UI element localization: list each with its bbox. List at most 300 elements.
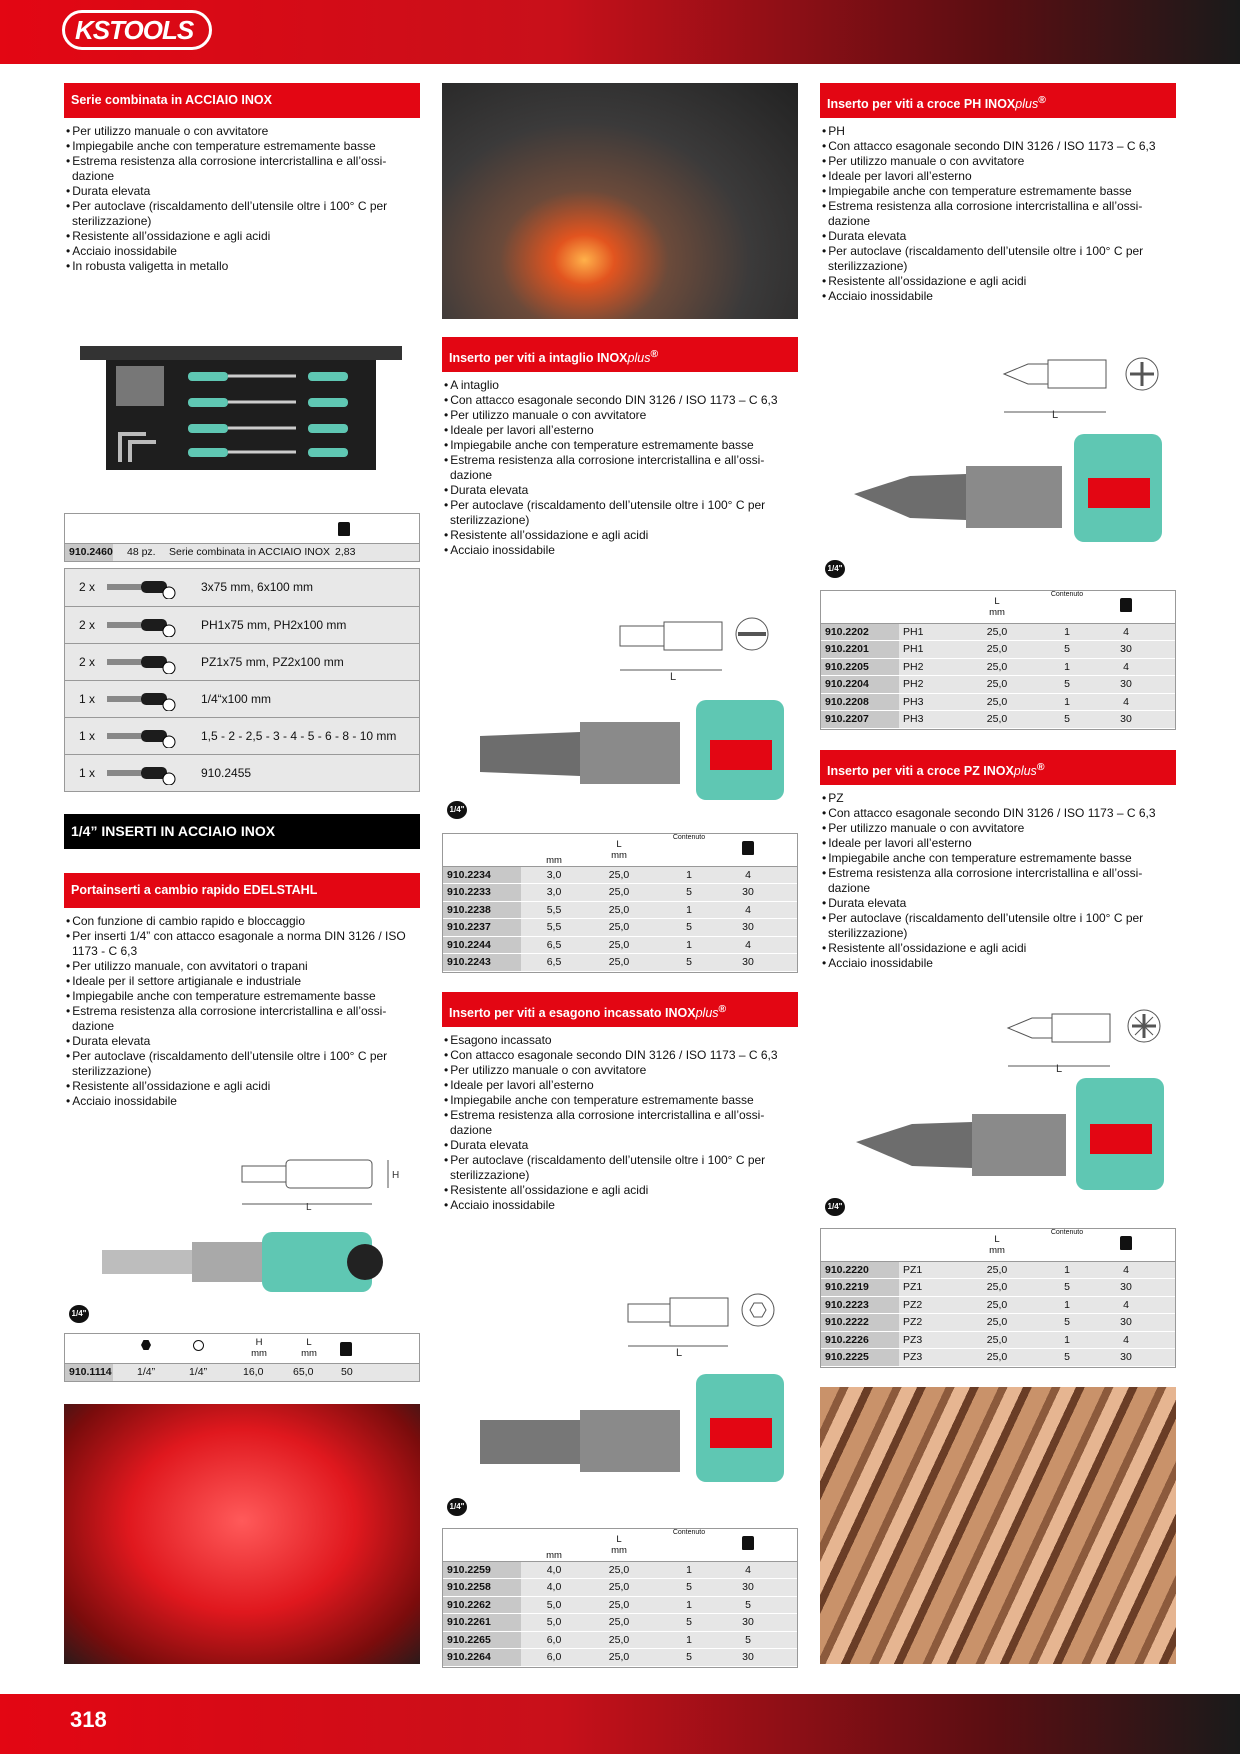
length-value: 25,0 xyxy=(965,676,1029,694)
quarter-inch-badge: 1/4" xyxy=(69,1305,89,1323)
height-label: H xyxy=(392,1170,400,1181)
length-value: 25,0 xyxy=(965,658,1029,676)
article-code: 910.2219 xyxy=(821,1279,899,1297)
table-row xyxy=(821,711,1175,729)
feature-item: • Estrema resistenza alla corrosione intercristallina e all’ossi-dazione xyxy=(442,453,798,483)
article-code: 910.2244 xyxy=(443,936,521,954)
bit-holder-title: Portainserti a cambio rapido EDELSTAHL xyxy=(64,873,420,908)
feature-item: • Estrema resistenza alla corrosione intercristallina e all’ossi-dazione xyxy=(64,1004,420,1034)
weight-value: 5 xyxy=(727,1596,769,1614)
table-row xyxy=(443,1579,797,1597)
slot-bit-title: Inserto per viti a intaglio INOXplus® xyxy=(442,337,798,372)
pz-bit-section xyxy=(820,750,1176,971)
quarter-inch-badge: 1/4" xyxy=(825,560,845,578)
table-row xyxy=(443,919,797,937)
slot-bit-table xyxy=(442,833,798,973)
set-content-row xyxy=(65,569,419,606)
feature-item: • Per utilizzo manuale o con avvitatore xyxy=(442,408,798,423)
content-qty: 1 x xyxy=(79,729,96,743)
size-value: PZ1 xyxy=(899,1261,965,1279)
height-value: 16,0 xyxy=(243,1366,264,1378)
col-length-unit: mm xyxy=(989,606,1005,618)
table-row xyxy=(443,1649,797,1667)
content-value: 5 xyxy=(1029,676,1105,694)
table-header-row xyxy=(443,834,797,866)
content-value: 1 xyxy=(1029,1261,1105,1279)
table-row xyxy=(443,954,797,972)
col-l-unit: mm xyxy=(301,1348,317,1359)
feature-item: • Durata elevata xyxy=(820,896,1176,911)
pz-bit-table xyxy=(820,1228,1176,1368)
table-header-row xyxy=(443,1529,797,1561)
table-row xyxy=(821,676,1175,694)
content-value: 1 xyxy=(1029,1296,1105,1314)
ph-bit-title: Inserto per viti a croce PH INOXplus® xyxy=(820,83,1176,118)
weight-value: 30 xyxy=(727,1579,769,1597)
length-value: 25,0 xyxy=(587,1614,651,1632)
length-value: 25,0 xyxy=(965,693,1029,711)
set-content-row xyxy=(65,717,419,754)
length-value: 25,0 xyxy=(587,936,651,954)
col-h: H xyxy=(255,1337,263,1348)
weight-icon xyxy=(1120,1236,1132,1250)
table-row xyxy=(65,1364,419,1381)
table-row xyxy=(821,1331,1175,1349)
slot-bit-drawing xyxy=(614,614,774,684)
feature-item: • Con attacco esagonale secondo DIN 3126 / ISO 1173 – C 6,3 xyxy=(442,393,798,408)
feature-item: • Per utilizzo manuale o con avvitatore xyxy=(820,821,1176,836)
table-row xyxy=(821,1314,1175,1332)
length-value: 25,0 xyxy=(587,866,651,884)
content-qty: 2 x xyxy=(79,580,96,594)
slot-bit-photo xyxy=(476,692,788,812)
content-value: 5 xyxy=(1029,641,1105,659)
weight-value: 30 xyxy=(1105,1349,1147,1367)
feature-item: • Ideale per lavori all’esterno xyxy=(442,423,798,438)
size-value: 6,5 xyxy=(521,954,587,972)
feature-item: • Per utilizzo manuale o con avvitatore xyxy=(64,124,420,139)
col-length-unit: mm xyxy=(611,1544,627,1556)
length-label: L xyxy=(1056,1063,1063,1075)
length-value: 25,0 xyxy=(587,1649,651,1667)
combo-set-title: Serie combinata in ACCIAIO INOX xyxy=(64,83,420,118)
col-length-unit: mm xyxy=(989,1244,1005,1256)
quarter-inch-badge: 1/4" xyxy=(447,801,467,819)
article-code: 910.2201 xyxy=(821,641,899,659)
size-value: 5,5 xyxy=(521,901,587,919)
content-value: 5 xyxy=(651,954,727,972)
length-value: 25,0 xyxy=(965,711,1029,729)
bit-holder-section xyxy=(64,873,420,1109)
bit-holder-table xyxy=(64,1333,420,1382)
col-length: L xyxy=(616,1533,622,1545)
weight-value: 4 xyxy=(1105,1261,1147,1279)
size-value: PH2 xyxy=(899,658,965,676)
size-value: 6,5 xyxy=(521,936,587,954)
col-h-unit: mm xyxy=(251,1348,267,1359)
col-length: L xyxy=(994,1233,1000,1245)
pz-bit-drawing xyxy=(1004,1006,1168,1076)
table-row xyxy=(821,1279,1175,1297)
content-value: 1 xyxy=(651,866,727,884)
hex-bit-features xyxy=(442,1033,798,1213)
length-value: 25,0 xyxy=(965,1314,1029,1332)
article-code: 910.1114 xyxy=(65,1364,113,1381)
feature-item: • Acciaio inossidabile xyxy=(442,1198,798,1213)
hex-key-set-icon xyxy=(105,724,177,748)
content-value: 5 xyxy=(1029,1349,1105,1367)
bit-holder-features xyxy=(64,914,420,1109)
feature-item: • Ideale per il settore artigianale e industriale xyxy=(64,974,420,989)
content-value: 5 xyxy=(651,1579,727,1597)
weight-icon xyxy=(1120,598,1132,612)
feature-item: • Per utilizzo manuale o con avvitatore xyxy=(820,154,1176,169)
feature-item: • Con funzione di cambio rapido e bloccaggio xyxy=(64,914,420,929)
feature-item: • Per autoclave (riscaldamento dell’utensile oltre i 100° C per sterilizzazione) xyxy=(820,911,1176,941)
length-value: 25,0 xyxy=(587,954,651,972)
feature-item: • Per utilizzo manuale, con avvitatori o trapani xyxy=(64,959,420,974)
feature-item: • Durata elevata xyxy=(820,229,1176,244)
feature-item: • Durata elevata xyxy=(64,1034,420,1049)
size-value: PH3 xyxy=(899,711,965,729)
length-value: 25,0 xyxy=(587,1561,651,1579)
size-value: PZ2 xyxy=(899,1314,965,1332)
pozidriv-screwdriver-icon xyxy=(105,650,177,674)
weight-value: 4 xyxy=(1105,693,1147,711)
hex-bit-title: Inserto per viti a esagono incassato INOXplus® xyxy=(442,992,798,1027)
content-description: 3x75 mm, 6x100 mm xyxy=(201,580,314,594)
table-row xyxy=(821,693,1175,711)
set-content-row xyxy=(65,606,419,643)
feature-item: • Acciaio inossidabile xyxy=(64,1094,420,1109)
weight-value: 30 xyxy=(727,1614,769,1632)
slot-bit-section xyxy=(442,337,798,558)
content-value: 1 xyxy=(1029,1331,1105,1349)
size-value: PZ3 xyxy=(899,1349,965,1367)
footer-bar xyxy=(0,1694,1240,1754)
weight-value: 30 xyxy=(727,954,769,972)
col-length: L xyxy=(616,838,622,850)
table-header-row xyxy=(821,591,1175,623)
table-row xyxy=(443,1596,797,1614)
length-value: 25,0 xyxy=(965,623,1029,641)
content-qty: 2 x xyxy=(79,618,96,632)
table-row xyxy=(443,1561,797,1579)
content-value: 5 xyxy=(651,884,727,902)
feature-item: • Impiegabile anche con temperature estremamente basse xyxy=(64,989,420,1004)
weight-value: 50 xyxy=(341,1366,353,1378)
feature-item: • PH xyxy=(820,124,1176,139)
article-description: Serie combinata in ACCIAIO INOX xyxy=(169,546,331,558)
article-code: 910.2237 xyxy=(443,919,521,937)
forge-photo xyxy=(442,83,798,319)
combo-set-section xyxy=(64,83,420,274)
bit-set-icon xyxy=(105,761,177,785)
article-code: 910.2261 xyxy=(443,1614,521,1632)
bit-holder-photo xyxy=(100,1224,390,1300)
section-title: 1/4” INSERTI IN ACCIAIO INOX xyxy=(64,814,420,849)
feature-item: • Impiegabile anche con temperature estremamente basse xyxy=(820,184,1176,199)
page-number: 318 xyxy=(70,1707,107,1732)
content-value: 5 xyxy=(651,1614,727,1632)
article-code: 910.2208 xyxy=(821,693,899,711)
length-value: 25,0 xyxy=(587,919,651,937)
content-description: PH1x75 mm, PH2x100 mm xyxy=(201,618,347,632)
content-value: 1 xyxy=(651,1561,727,1579)
content-value: 5 xyxy=(1029,1279,1105,1297)
content-value: 1 xyxy=(1029,658,1105,676)
table-row xyxy=(443,884,797,902)
size-value: PH2 xyxy=(899,676,965,694)
weight-value: 4 xyxy=(1105,623,1147,641)
article-weight: 2,83 xyxy=(335,546,356,558)
table-header-row xyxy=(821,1229,1175,1261)
size-value: PZ1 xyxy=(899,1279,965,1297)
weight-value: 30 xyxy=(1105,711,1147,729)
weight-value: 30 xyxy=(1105,1279,1147,1297)
table-row xyxy=(821,1349,1175,1367)
feature-item: • Per autoclave (riscaldamento dell’utensile oltre i 100° C per sterilizzazione) xyxy=(442,498,798,528)
combo-set-table xyxy=(64,513,420,562)
weight-value: 30 xyxy=(1105,641,1147,659)
content-qty: 1 x xyxy=(79,766,96,780)
article-code: 910.2259 xyxy=(443,1561,521,1579)
feature-item: • Impiegabile anche con temperature estremamente basse xyxy=(64,139,420,154)
col-content: Contenuto xyxy=(672,834,706,841)
feature-item: • Per autoclave (riscaldamento dell’utensile oltre i 100° C per sterilizzazione) xyxy=(64,1049,420,1079)
article-code: 910.2223 xyxy=(821,1296,899,1314)
bit-holder-drawing xyxy=(238,1152,413,1212)
length-label: L xyxy=(1052,409,1059,421)
content-value: 1 xyxy=(651,901,727,919)
weight-value: 4 xyxy=(1105,658,1147,676)
feature-item: • Acciaio inossidabile xyxy=(820,956,1176,971)
feature-item: • PZ xyxy=(820,791,1176,806)
pz-bit-photo xyxy=(852,1074,1168,1198)
feature-item: • Estrema resistenza alla corrosione intercristallina e all’ossi-dazione xyxy=(820,866,1176,896)
col-length: L xyxy=(994,595,1000,607)
content-description: 910.2455 xyxy=(201,766,252,780)
ph-bit-drawing xyxy=(998,352,1162,422)
weight-value: 4 xyxy=(727,901,769,919)
article-code: 910.2202 xyxy=(821,623,899,641)
quarter-inch-badge: 1/4" xyxy=(447,1498,467,1516)
slot-bit-features xyxy=(442,378,798,558)
quarter-inch-badge: 1/4" xyxy=(825,1198,845,1216)
feature-item: • Per autoclave (riscaldamento dell’utensile oltre i 100° C per sterilizzazione) xyxy=(64,199,420,229)
feature-item: • Per utilizzo manuale o con avvitatore xyxy=(442,1063,798,1078)
hex-drive-icon xyxy=(141,1340,151,1350)
col-content: Contenuto xyxy=(672,1529,706,1536)
weight-value: 30 xyxy=(727,919,769,937)
length-value: 25,0 xyxy=(965,1296,1029,1314)
length-value: 65,0 xyxy=(293,1366,314,1378)
hex-bit-photo xyxy=(476,1370,788,1490)
weight-icon xyxy=(340,1342,352,1356)
tool-case-photo xyxy=(76,342,406,482)
feature-item: • Acciaio inossidabile xyxy=(820,289,1176,304)
feature-item: • Impiegabile anche con temperature estremamente basse xyxy=(820,851,1176,866)
weight-value: 4 xyxy=(727,866,769,884)
size-value: 5,0 xyxy=(521,1614,587,1632)
length-value: 25,0 xyxy=(587,1631,651,1649)
weight-value: 5 xyxy=(727,1631,769,1649)
weight-value: 30 xyxy=(1105,676,1147,694)
feature-item: • Per autoclave (riscaldamento dell’utensile oltre i 100° C per sterilizzazione) xyxy=(442,1153,798,1183)
copper-bits-photo xyxy=(820,1387,1176,1664)
ph-bit-photo xyxy=(850,430,1166,548)
content-value: 5 xyxy=(1029,711,1105,729)
length-value: 25,0 xyxy=(587,901,651,919)
length-value: 25,0 xyxy=(587,1596,651,1614)
bit-socket-icon xyxy=(193,1340,204,1351)
feature-item: • Durata elevata xyxy=(64,184,420,199)
content-value: 1 xyxy=(1029,693,1105,711)
kstools-logo: KSTOOLS xyxy=(62,10,212,50)
set-content-row xyxy=(65,680,419,717)
article-code: 910.2225 xyxy=(821,1349,899,1367)
article-code: 910.2265 xyxy=(443,1631,521,1649)
set-contents-table xyxy=(64,568,420,792)
table-row xyxy=(821,658,1175,676)
length-value: 25,0 xyxy=(965,1261,1029,1279)
feature-item: • Resistente all’ossidazione e agli acidi xyxy=(64,229,420,244)
article-code: 910.2238 xyxy=(443,901,521,919)
col-size-unit: mm xyxy=(546,854,562,866)
size-value: PH1 xyxy=(899,641,965,659)
bit-holder-screwdriver-icon xyxy=(105,687,177,711)
weight-value: 30 xyxy=(1105,1314,1147,1332)
ph-bit-table xyxy=(820,590,1176,730)
size-value: 3,0 xyxy=(521,884,587,902)
article-code: 910.2207 xyxy=(821,711,899,729)
size-value: PZ3 xyxy=(899,1331,965,1349)
table-row xyxy=(65,544,419,561)
feature-item: • Resistente all’ossidazione e agli acidi xyxy=(442,1183,798,1198)
weight-value: 4 xyxy=(727,1561,769,1579)
size-value: 5,5 xyxy=(521,919,587,937)
size-value: 4,0 xyxy=(521,1579,587,1597)
content-description: 1/4“x100 mm xyxy=(201,692,272,706)
weight-value: 4 xyxy=(1105,1331,1147,1349)
feature-item: • Con attacco esagonale secondo DIN 3126 / ISO 1173 – C 6,3 xyxy=(820,139,1176,154)
feature-item: • Resistente all’ossidazione e agli acidi xyxy=(442,528,798,543)
table-row xyxy=(821,1296,1175,1314)
content-description: PZ1x75 mm, PZ2x100 mm xyxy=(201,655,344,669)
size-value: 6,0 xyxy=(521,1631,587,1649)
ph-bit-features xyxy=(820,124,1176,304)
content-qty: 1 x xyxy=(79,692,96,706)
table-row xyxy=(821,1261,1175,1279)
table-row xyxy=(443,901,797,919)
col-content: Contenuto xyxy=(1050,1229,1084,1236)
article-code: 910.2264 xyxy=(443,1649,521,1667)
size-value: 5,0 xyxy=(521,1596,587,1614)
length-value: 25,0 xyxy=(965,1349,1029,1367)
hex-bit-table xyxy=(442,1528,798,1668)
content-value: 1 xyxy=(651,936,727,954)
feature-item: • Estrema resistenza alla corrosione intercristallina e all’ossi-dazione xyxy=(442,1108,798,1138)
pieces-count: 48 pz. xyxy=(127,546,156,558)
content-qty: 2 x xyxy=(79,655,96,669)
weight-value: 30 xyxy=(727,1649,769,1667)
pz-bit-title: Inserto per viti a croce PZ INOXplus® xyxy=(820,750,1176,785)
set-content-row xyxy=(65,754,419,791)
feature-item: • Per inserti 1/4” con attacco esagonale a norma DIN 3126 / ISO 1173 - C 6,3 xyxy=(64,929,420,959)
feature-item: • Con attacco esagonale secondo DIN 3126 / ISO 1173 – C 6,3 xyxy=(442,1048,798,1063)
bit-size: 1/4” xyxy=(189,1366,208,1378)
content-value: 1 xyxy=(651,1596,727,1614)
content-description: 1,5 - 2 - 2,5 - 3 - 4 - 5 - 6 - 8 - 10 mm xyxy=(201,729,397,743)
feature-item: • In robusta valigetta in metallo xyxy=(64,259,420,274)
feature-item: • Resistente all’ossidazione e agli acidi xyxy=(820,941,1176,956)
table-row xyxy=(443,866,797,884)
table-row xyxy=(443,1631,797,1649)
length-label: L xyxy=(306,1202,312,1212)
length-label: L xyxy=(676,1347,683,1359)
length-value: 25,0 xyxy=(587,1579,651,1597)
feature-item: • Acciaio inossidabile xyxy=(442,543,798,558)
col-size-unit: mm xyxy=(546,1549,562,1561)
slot-screwdriver-icon xyxy=(105,575,177,599)
article-code: 910.2460 xyxy=(65,544,113,561)
feature-item: • Durata elevata xyxy=(442,483,798,498)
hex-bit-section xyxy=(442,992,798,1213)
feature-item: • Con attacco esagonale secondo DIN 3126 / ISO 1173 – C 6,3 xyxy=(820,806,1176,821)
size-value: PH1 xyxy=(899,623,965,641)
col-l: L xyxy=(306,1337,312,1348)
weight-icon xyxy=(742,841,754,855)
article-code: 910.2220 xyxy=(821,1261,899,1279)
drive-size: 1/4” xyxy=(137,1366,156,1378)
feature-item: • Ideale per lavori all’esterno xyxy=(820,836,1176,851)
feature-item: • Ideale per lavori all’esterno xyxy=(442,1078,798,1093)
content-value: 5 xyxy=(651,919,727,937)
section-title-block xyxy=(64,814,420,849)
article-code: 910.2205 xyxy=(821,658,899,676)
feature-item: • Resistente all’ossidazione e agli acidi xyxy=(820,274,1176,289)
content-value: 5 xyxy=(1029,1314,1105,1332)
weight-value: 4 xyxy=(1105,1296,1147,1314)
article-code: 910.2258 xyxy=(443,1579,521,1597)
size-value: PZ2 xyxy=(899,1296,965,1314)
col-length-unit: mm xyxy=(611,849,627,861)
pz-bit-features xyxy=(820,791,1176,971)
length-value: 25,0 xyxy=(965,641,1029,659)
table-row xyxy=(821,641,1175,659)
weight-icon xyxy=(338,522,350,536)
article-code: 910.2243 xyxy=(443,954,521,972)
ph-bit-section xyxy=(820,83,1176,304)
article-code: 910.2234 xyxy=(443,866,521,884)
furnace-photo xyxy=(64,1404,420,1664)
article-code: 910.2262 xyxy=(443,1596,521,1614)
feature-item: • Estrema resistenza alla corrosione intercristallina e all’ossi-dazione xyxy=(64,154,420,184)
feature-item: • Ideale per lavori all’esterno xyxy=(820,169,1176,184)
article-code: 910.2222 xyxy=(821,1314,899,1332)
feature-item: • Esagono incassato xyxy=(442,1033,798,1048)
weight-value: 4 xyxy=(727,936,769,954)
article-code: 910.2233 xyxy=(443,884,521,902)
table-row xyxy=(443,936,797,954)
content-value: 1 xyxy=(651,1631,727,1649)
weight-value: 30 xyxy=(727,884,769,902)
feature-item: • Per autoclave (riscaldamento dell’utensile oltre i 100° C per sterilizzazione) xyxy=(820,244,1176,274)
feature-item: • Impiegabile anche con temperature estremamente basse xyxy=(442,438,798,453)
size-value: 3,0 xyxy=(521,866,587,884)
length-value: 25,0 xyxy=(587,884,651,902)
length-label: L xyxy=(670,671,677,683)
